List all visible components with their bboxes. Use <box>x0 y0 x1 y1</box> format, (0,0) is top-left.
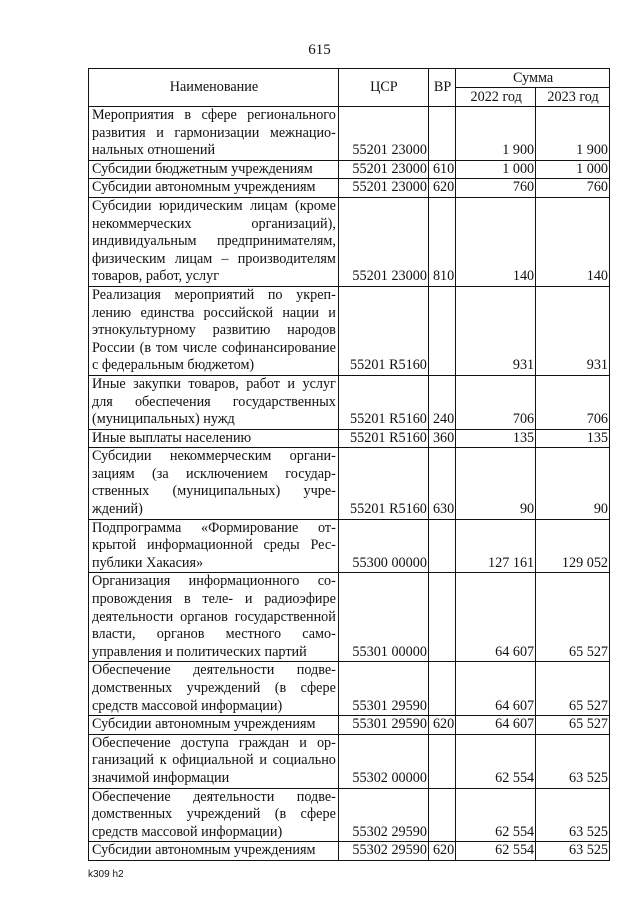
row-csr-cell: 55201 23000 <box>338 160 428 179</box>
row-sum-2022-cell: 62 554 <box>456 734 536 788</box>
row-name-cell: Мероприятия в сфере регионального развития и гармонизации межнациональных отношений <box>89 107 339 161</box>
table-row <box>89 160 610 179</box>
row-sum-2023-cell: 90 <box>536 448 610 519</box>
table-row <box>89 197 610 286</box>
table-row <box>89 179 610 198</box>
header-sum: Сумма <box>456 69 610 88</box>
header-year-2023: 2023 год <box>536 88 610 107</box>
row-sum-2022-cell: 64 607 <box>456 662 536 716</box>
row-csr-cell: 55302 29590 <box>338 842 428 861</box>
row-sum-2023-cell: 63 525 <box>536 734 610 788</box>
row-vr-cell: 360 <box>428 429 455 448</box>
row-name-cell: Субсидии некоммерческим организациям (за исключением государственных (муниципальных) учреждений) <box>89 448 339 519</box>
row-sum-2023-cell: 65 527 <box>536 573 610 662</box>
row-vr-cell: 240 <box>428 375 455 429</box>
header-csr: ЦСР <box>338 69 428 107</box>
row-vr-cell: 620 <box>428 179 455 198</box>
row-vr-cell <box>428 734 455 788</box>
row-sum-2023-cell: 65 527 <box>536 716 610 735</box>
footer-code: k309 h2 <box>88 869 124 880</box>
row-vr-cell: 630 <box>428 448 455 519</box>
row-name-cell: Обеспечение доступа граждан и организаций к официальной и социально значимой информации <box>89 734 339 788</box>
row-sum-2023-cell: 1 000 <box>536 160 610 179</box>
page-number: 615 <box>308 42 331 58</box>
row-sum-2023-cell: 65 527 <box>536 662 610 716</box>
row-sum-2022-cell: 135 <box>456 429 536 448</box>
table-row <box>89 573 610 662</box>
row-csr-cell: 55301 29590 <box>338 716 428 735</box>
row-name-cell: Обеспечение деятельности подведомственных учреждений (в сфере средств массовой информации) <box>89 662 339 716</box>
row-sum-2022-cell: 1 900 <box>456 107 536 161</box>
row-sum-2022-cell: 127 161 <box>456 519 536 573</box>
row-name-cell: Иные выплаты населению <box>89 429 339 448</box>
row-sum-2023-cell: 63 525 <box>536 788 610 842</box>
row-vr-cell: 620 <box>428 716 455 735</box>
row-csr-cell: 55201 R5160 <box>338 448 428 519</box>
row-csr-cell: 55201 R5160 <box>338 375 428 429</box>
budget-table <box>88 68 610 861</box>
row-name-cell: Субсидии автономным учреждениям <box>89 842 339 861</box>
row-csr-cell: 55302 00000 <box>338 734 428 788</box>
row-vr-cell <box>428 662 455 716</box>
row-csr-cell: 55300 00000 <box>338 519 428 573</box>
row-vr-cell: 620 <box>428 842 455 861</box>
row-sum-2022-cell: 931 <box>456 286 536 375</box>
table-row <box>89 429 610 448</box>
row-sum-2022-cell: 90 <box>456 448 536 519</box>
row-sum-2022-cell: 140 <box>456 197 536 286</box>
header-vr: ВР <box>428 69 455 107</box>
row-sum-2022-cell: 706 <box>456 375 536 429</box>
header-year-2022: 2022 год <box>456 88 536 107</box>
row-sum-2022-cell: 62 554 <box>456 842 536 861</box>
row-vr-cell <box>428 286 455 375</box>
row-vr-cell <box>428 519 455 573</box>
row-csr-cell: 55301 00000 <box>338 573 428 662</box>
table-row <box>89 716 610 735</box>
row-sum-2022-cell: 62 554 <box>456 788 536 842</box>
table-row <box>89 842 610 861</box>
row-csr-cell: 55201 R5160 <box>338 286 428 375</box>
table-row <box>89 448 610 519</box>
row-name-cell: Субсидии бюджетным учреждениям <box>89 160 339 179</box>
row-name-cell: Субсидии автономным учреждениям <box>89 716 339 735</box>
row-csr-cell: 55201 R5160 <box>338 429 428 448</box>
row-sum-2023-cell: 140 <box>536 197 610 286</box>
row-vr-cell: 610 <box>428 160 455 179</box>
row-csr-cell: 55301 29590 <box>338 662 428 716</box>
row-csr-cell: 55201 23000 <box>338 197 428 286</box>
row-sum-2023-cell: 706 <box>536 375 610 429</box>
row-vr-cell <box>428 788 455 842</box>
row-csr-cell: 55201 23000 <box>338 179 428 198</box>
row-sum-2023-cell: 135 <box>536 429 610 448</box>
row-name-cell: Организация информационного сопровождения в теле- и радиоэфире деятельности органов государственной власти, органов местного самоуправления и политических партий <box>89 573 339 662</box>
row-vr-cell <box>428 573 455 662</box>
row-sum-2023-cell: 931 <box>536 286 610 375</box>
row-name-cell: Подпрограмма «Формирование открытой информационной среды Республики Хакасия» <box>89 519 339 573</box>
table-row <box>89 788 610 842</box>
row-name-cell: Субсидии автономным учреждениям <box>89 179 339 198</box>
row-sum-2023-cell: 1 900 <box>536 107 610 161</box>
table-row <box>89 375 610 429</box>
row-sum-2022-cell: 64 607 <box>456 573 536 662</box>
row-vr-cell <box>428 107 455 161</box>
row-sum-2022-cell: 1 000 <box>456 160 536 179</box>
row-vr-cell: 810 <box>428 197 455 286</box>
table-row <box>89 734 610 788</box>
row-name-cell: Обеспечение деятельности подведомственных учреждений (в сфере средств массовой информации) <box>89 788 339 842</box>
row-sum-2023-cell: 63 525 <box>536 842 610 861</box>
row-csr-cell: 55201 23000 <box>338 107 428 161</box>
table-row <box>89 286 610 375</box>
row-sum-2023-cell: 129 052 <box>536 519 610 573</box>
row-name-cell: Субсидии юридическим лицам (кроме некоммерческих организаций), индивидуальным предпринимателям, физическим лицам – производителям товаров, работ, услуг <box>89 197 339 286</box>
table-row <box>89 107 610 161</box>
row-sum-2022-cell: 64 607 <box>456 716 536 735</box>
table-header <box>89 69 610 107</box>
table-body <box>89 107 610 861</box>
row-csr-cell: 55302 29590 <box>338 788 428 842</box>
table-row <box>89 662 610 716</box>
row-sum-2022-cell: 760 <box>456 179 536 198</box>
row-sum-2023-cell: 760 <box>536 179 610 198</box>
table-row <box>89 519 610 573</box>
row-name-cell: Иные закупки товаров, работ и услуг для обеспечения государственных (муниципальных) нужд <box>89 375 339 429</box>
row-name-cell: Реализация мероприятий по укреплению единства российской нации и этнокультурному развитию народов России (в том числе софинансирование с федеральным бюджетом) <box>89 286 339 375</box>
header-name: Наименование <box>89 69 339 107</box>
